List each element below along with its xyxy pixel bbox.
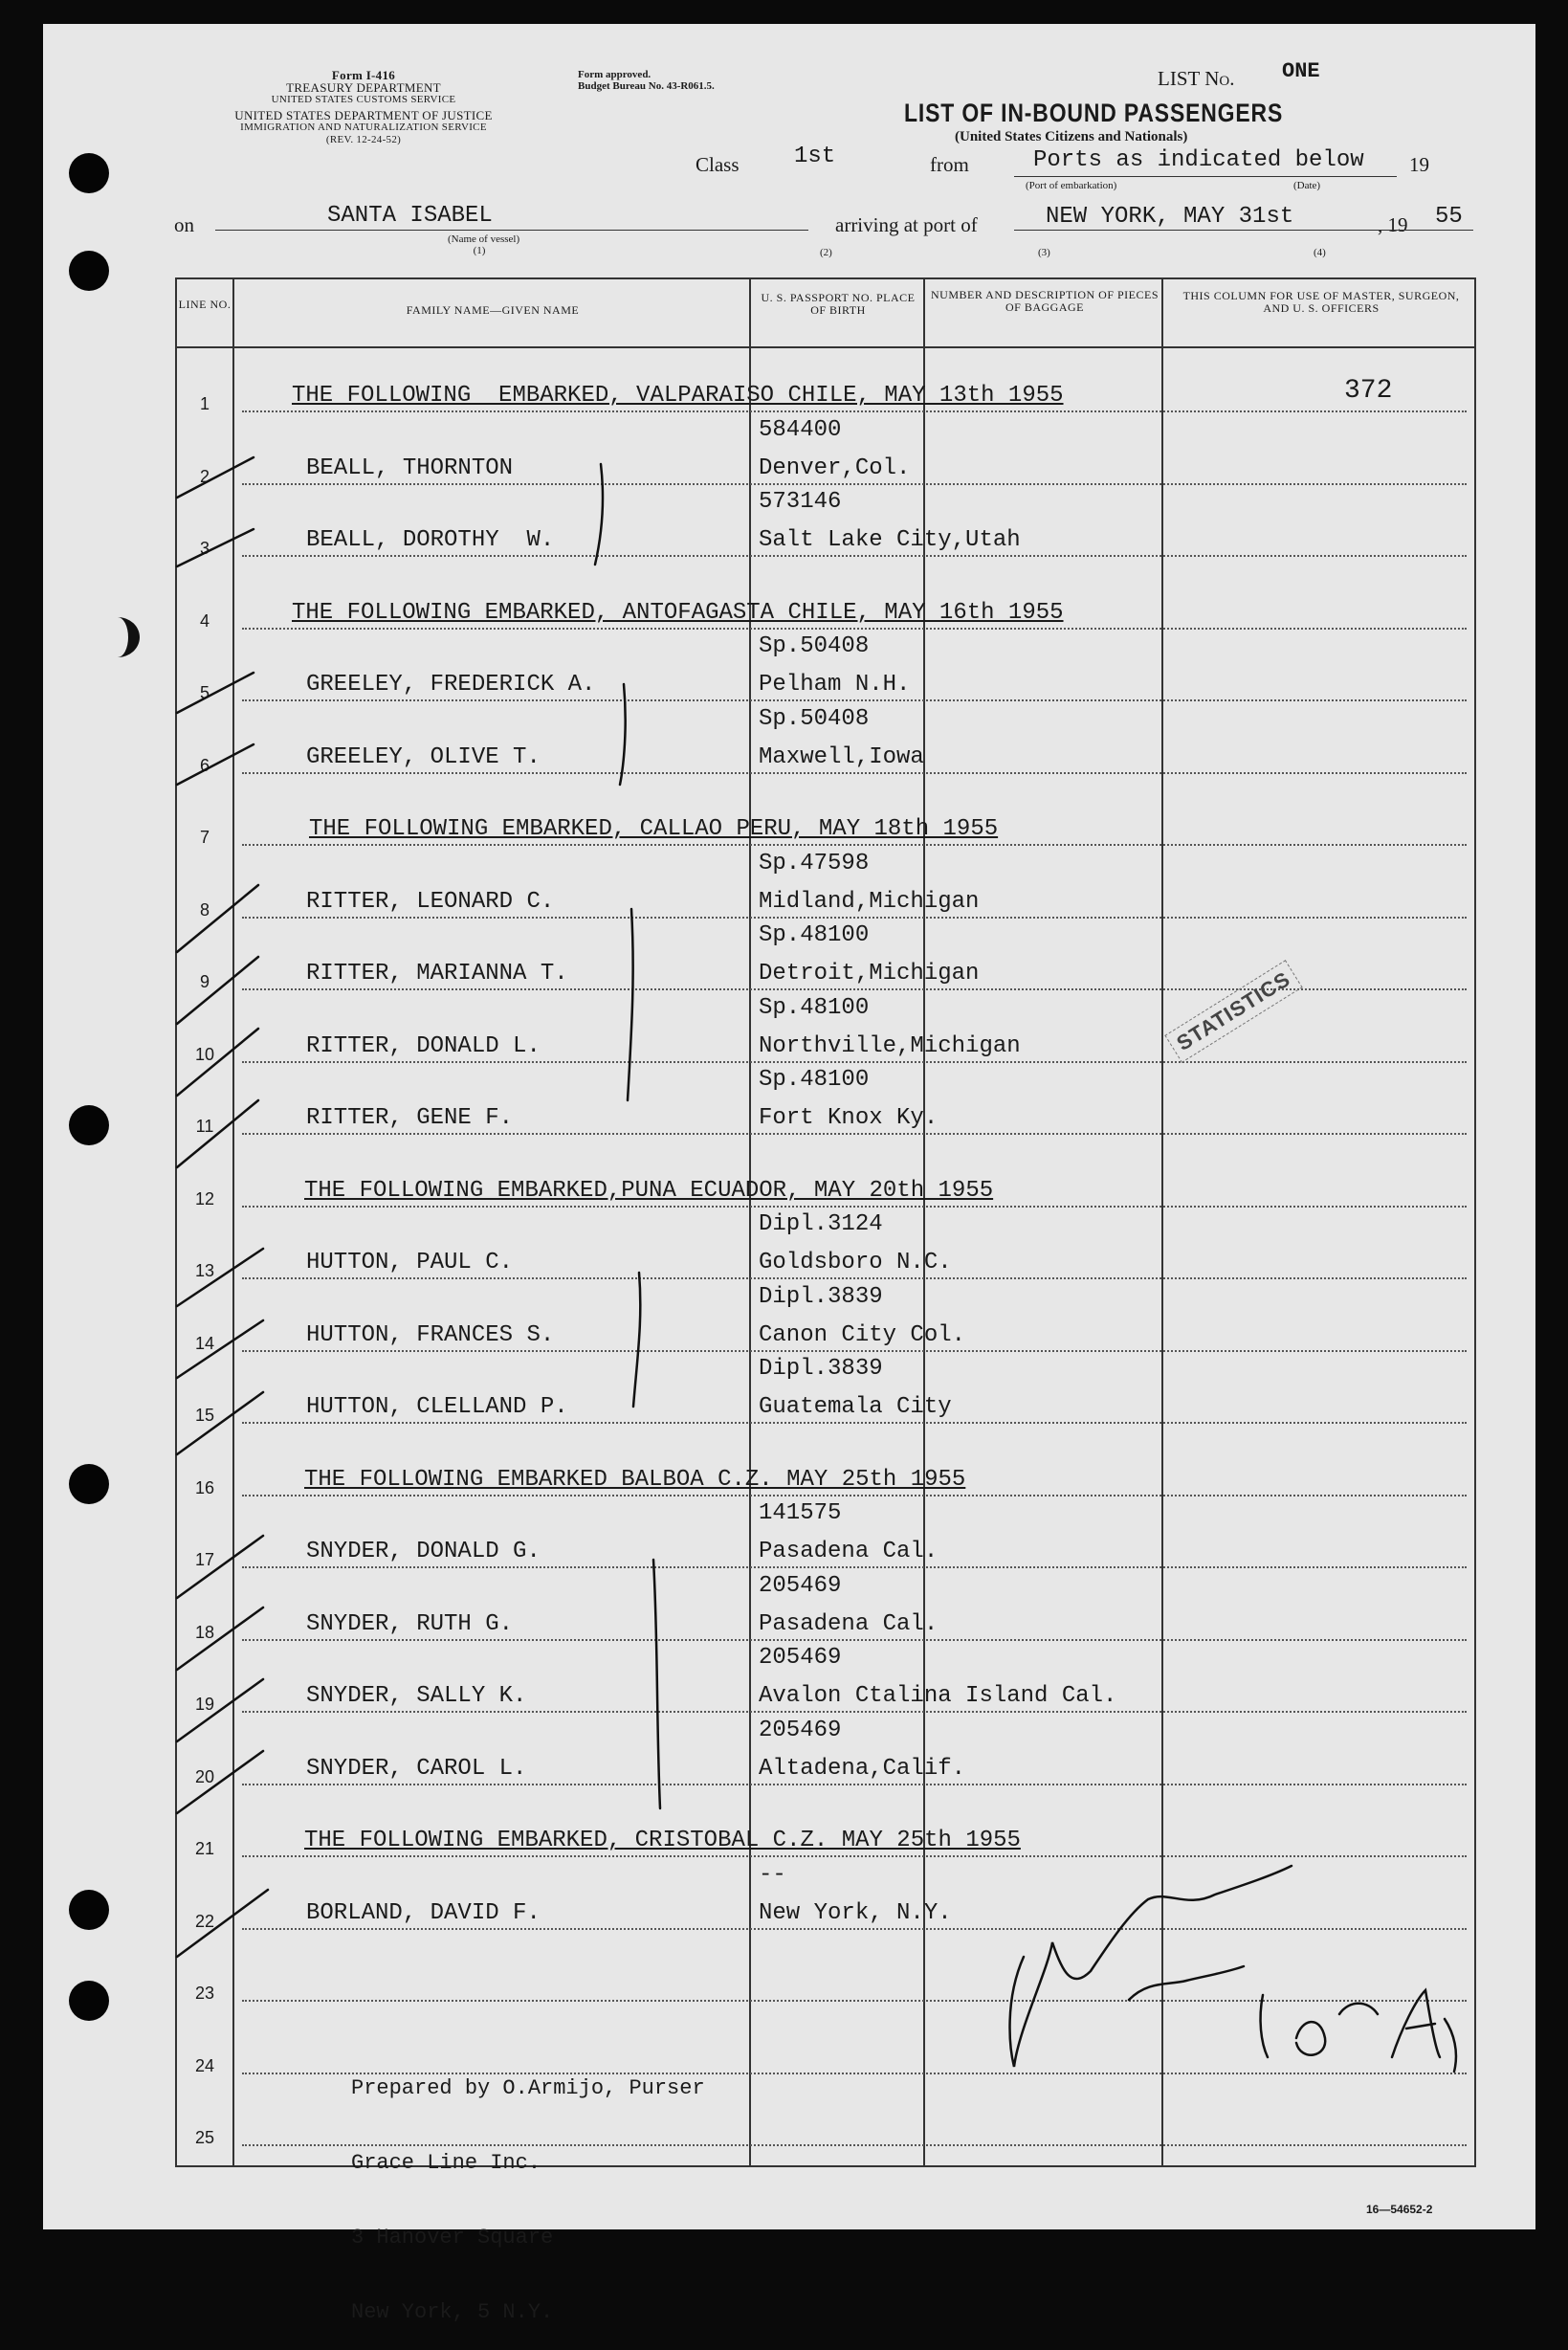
embarkation-heading: THE FOLLOWING EMBARKED BALBOA C.Z. MAY 25th 1955 [304,1466,966,1493]
place-of-birth: Pasadena Cal. [759,1610,939,1637]
budget-bureau: Budget Bureau No. 43-R061.5. [578,80,715,92]
passenger-name: BEALL, DOROTHY W. [306,527,555,553]
official-number: 372 [1344,376,1393,406]
embarkation-heading: THE FOLLOWING EMBARKED, VALPARAISO CHILE, MAY 13th 1955 [292,383,1064,409]
check-mark [177,1536,263,1598]
passenger-name: SNYDER, DONALD G. [306,1539,541,1564]
justice-dept: UNITED STATES DEPARTMENT OF JUSTICE [234,108,493,122]
col-line-no: LINE NO. [178,298,232,311]
embarkation-heading: THE FOLLOWING EMBARKED, CALLAO PERU, MAY 18th 1955 [309,816,999,842]
company-name: Grace Line Inc. [351,2151,541,2175]
place-of-birth: Maxwell,Iowa [759,743,924,770]
caption-3: (3) [1038,247,1050,258]
line-number: 4 [199,610,210,631]
passenger-name: RITTER, DONALD L. [306,1032,541,1059]
passenger-name: SNYDER, SALLY K. [306,1683,527,1709]
col-baggage: NUMBER AND DESCRIPTION OF PIECES OF BAGGAGE [930,288,1159,314]
line-number: 19 [194,1695,215,1714]
check-mark [177,957,258,1024]
place-of-birth: Fort Knox Ky. [759,1105,939,1131]
check-mark [177,1751,263,1813]
passport-number: Dipl.3839 [759,1356,883,1382]
passport-number: 584400 [759,416,842,443]
embarkation-heading: THE FOLLOWING EMBARKED,PUNA ECUADOR, MAY 20th 1955 [304,1177,994,1204]
place-of-birth: Pelham N.H. [759,672,911,698]
vessel-name: SANTA ISABEL [327,203,493,229]
passport-number: -- [759,1861,786,1888]
line-number: 7 [199,828,210,847]
arrival-year: 55 [1435,204,1463,230]
place-of-birth: Denver,Col. [759,454,911,481]
line-number: 10 [194,1044,215,1064]
check-mark [177,1607,263,1670]
line-number: 14 [194,1333,215,1353]
check-mark [177,885,258,952]
check-mark [177,1890,268,1957]
place-of-birth: Northville,Michigan [759,1032,1021,1059]
from-label: from [930,153,969,176]
line-number: 3 [199,539,210,558]
footer-code: 16—54652-2 [1366,2203,1433,2216]
line-number: 25 [194,2128,215,2147]
check-mark [177,457,254,498]
place-of-birth: Canon City Col. [759,1321,966,1348]
treasury-dept: TREASURY DEPARTMENT [286,80,441,95]
arriving-label: arriving at port of [835,213,978,236]
passenger-name: HUTTON, FRANCES S. [306,1321,555,1348]
passenger-name: HUTTON, PAUL C. [306,1250,514,1275]
line-number: 11 [195,1117,214,1136]
caption-4: (4) [1314,247,1326,258]
passport-number: 573146 [759,489,842,515]
check-mark [177,1100,258,1167]
line-number: 13 [194,1261,215,1280]
col-passport: U. S. PASSPORT NO. PLACE OF BIRTH [761,291,916,317]
place-of-birth: Pasadena Cal. [759,1539,939,1564]
company-street: 3 Hanover Square [351,2226,554,2250]
passport-number: 205469 [759,1645,842,1671]
line-number: 16 [194,1477,215,1497]
list-number-label: LIST No. [1158,67,1235,90]
place-of-birth: Detroit,Michigan [759,961,980,987]
passenger-name: SNYDER, RUTH G. [306,1610,514,1637]
place-of-birth: Avalon Ctalina Island Cal. [759,1683,1117,1709]
passenger-name: BORLAND, DAVID F. [306,1899,541,1926]
passport-number: Dipl.3124 [759,1211,883,1237]
check-mark [177,529,254,566]
port-embarkation-caption: (Port of embarkation) [1026,180,1117,191]
prepared-by: Prepared by O.Armijo, Purser [351,2076,705,2100]
passenger-name: SNYDER, CAROL L. [306,1755,527,1782]
line-number: 1 [199,394,210,413]
line-number: 8 [199,899,210,920]
place-of-birth: Altadena,Calif. [759,1755,966,1782]
passenger-name: GREELEY, FREDERICK A. [306,672,596,698]
passport-number: 141575 [759,1500,842,1526]
date-caption: (Date) [1293,180,1321,191]
form-approved: Form approved. [578,69,651,80]
class-value: 1st [794,144,836,169]
check-mark [177,673,254,713]
check-mark [177,1679,263,1741]
line-number: 21 [194,1839,215,1858]
vessel-caption-text: (Name of vessel) [448,233,520,245]
form-title: LIST OF IN-BOUND PASSENGERS [904,99,1284,127]
check-mark [177,1392,263,1454]
line-number: 22 [194,1911,215,1931]
check-mark [177,1320,263,1378]
line-number: 20 [194,1766,215,1786]
line-number: 18 [194,1622,215,1642]
passport-number: Sp.48100 [759,994,870,1021]
from-value: Ports as indicated below [1033,147,1364,173]
check-mark [177,744,254,785]
statistics-stamp: STATISTICS [1164,960,1302,1063]
passport-number: Sp.47598 [759,850,870,876]
col-officers: THIS COLUMN FOR USE OF MASTER, SURGEON, AND U. S. OFFICERS [1182,289,1460,315]
place-of-birth: Midland,Michigan [759,888,980,915]
passport-number: Sp.48100 [759,922,870,948]
line-number: 9 [199,972,210,991]
revision-date: (REV. 12-24-52) [325,134,402,145]
place-of-birth: Goldsboro N.C. [759,1250,952,1275]
passport-number: 205469 [759,1572,842,1599]
ins-service: IMMIGRATION AND NATURALIZATION SERVICE [240,122,487,133]
passenger-name: RITTER, LEONARD C. [306,888,555,915]
col-name: FAMILY NAME—GIVEN NAME [406,303,580,317]
passenger-name: HUTTON, CLELLAND P. [306,1394,568,1420]
passport-number: Sp.48100 [759,1067,870,1093]
passenger-name: RITTER, MARIANNA T. [306,961,568,987]
arriving-port: NEW YORK, MAY 31st [1046,204,1294,230]
form-number: Form I-416 [331,68,396,82]
check-mark [177,1249,263,1306]
passenger-name: RITTER, GENE F. [306,1105,514,1131]
passport-number: 205469 [759,1717,842,1743]
place-of-birth: Salt Lake City,Utah [759,527,1021,553]
passport-number: Sp.50408 [759,705,870,732]
line-number: 5 [199,683,210,702]
vessel-caption-num: (1) [473,245,486,256]
form-subtitle: (United States Citizens and Nationals) [955,129,1188,144]
check-mark [177,1029,258,1096]
place-of-birth: New York, N.Y. [759,1899,952,1926]
customs-service: UNITED STATES CUSTOMS SERVICE [271,94,456,105]
line-number: 15 [194,1406,215,1425]
passenger-name: GREELEY, OLIVE T. [306,743,541,770]
passport-number: Sp.50408 [759,633,870,659]
line-number: 24 [194,2055,215,2075]
passenger-name: BEALL, THORNTON [306,454,514,481]
line-number: 2 [199,466,210,486]
line-number: 23 [194,1984,215,2003]
arrival-year-prefix: , 19 [1378,213,1408,236]
caption-2: (2) [820,247,832,258]
list-number-value: ONE [1282,59,1320,83]
line-number: 17 [194,1550,215,1569]
on-label: on [174,213,194,236]
class-label: Class [696,153,740,176]
year-prefix: 19 [1409,153,1429,176]
passport-number: Dipl.3839 [759,1283,883,1310]
embarkation-heading: THE FOLLOWING EMBARKED, CRISTOBAL C.Z. MAY 25th 1955 [304,1828,1021,1853]
line-number: 12 [194,1188,215,1208]
line-number: 6 [199,755,210,775]
place-of-birth: Guatemala City [759,1394,952,1420]
company-city: New York, 5 N.Y. [351,2300,554,2324]
embarkation-heading: THE FOLLOWING EMBARKED, ANTOFAGASTA CHILE, MAY 16th 1955 [292,599,1064,626]
